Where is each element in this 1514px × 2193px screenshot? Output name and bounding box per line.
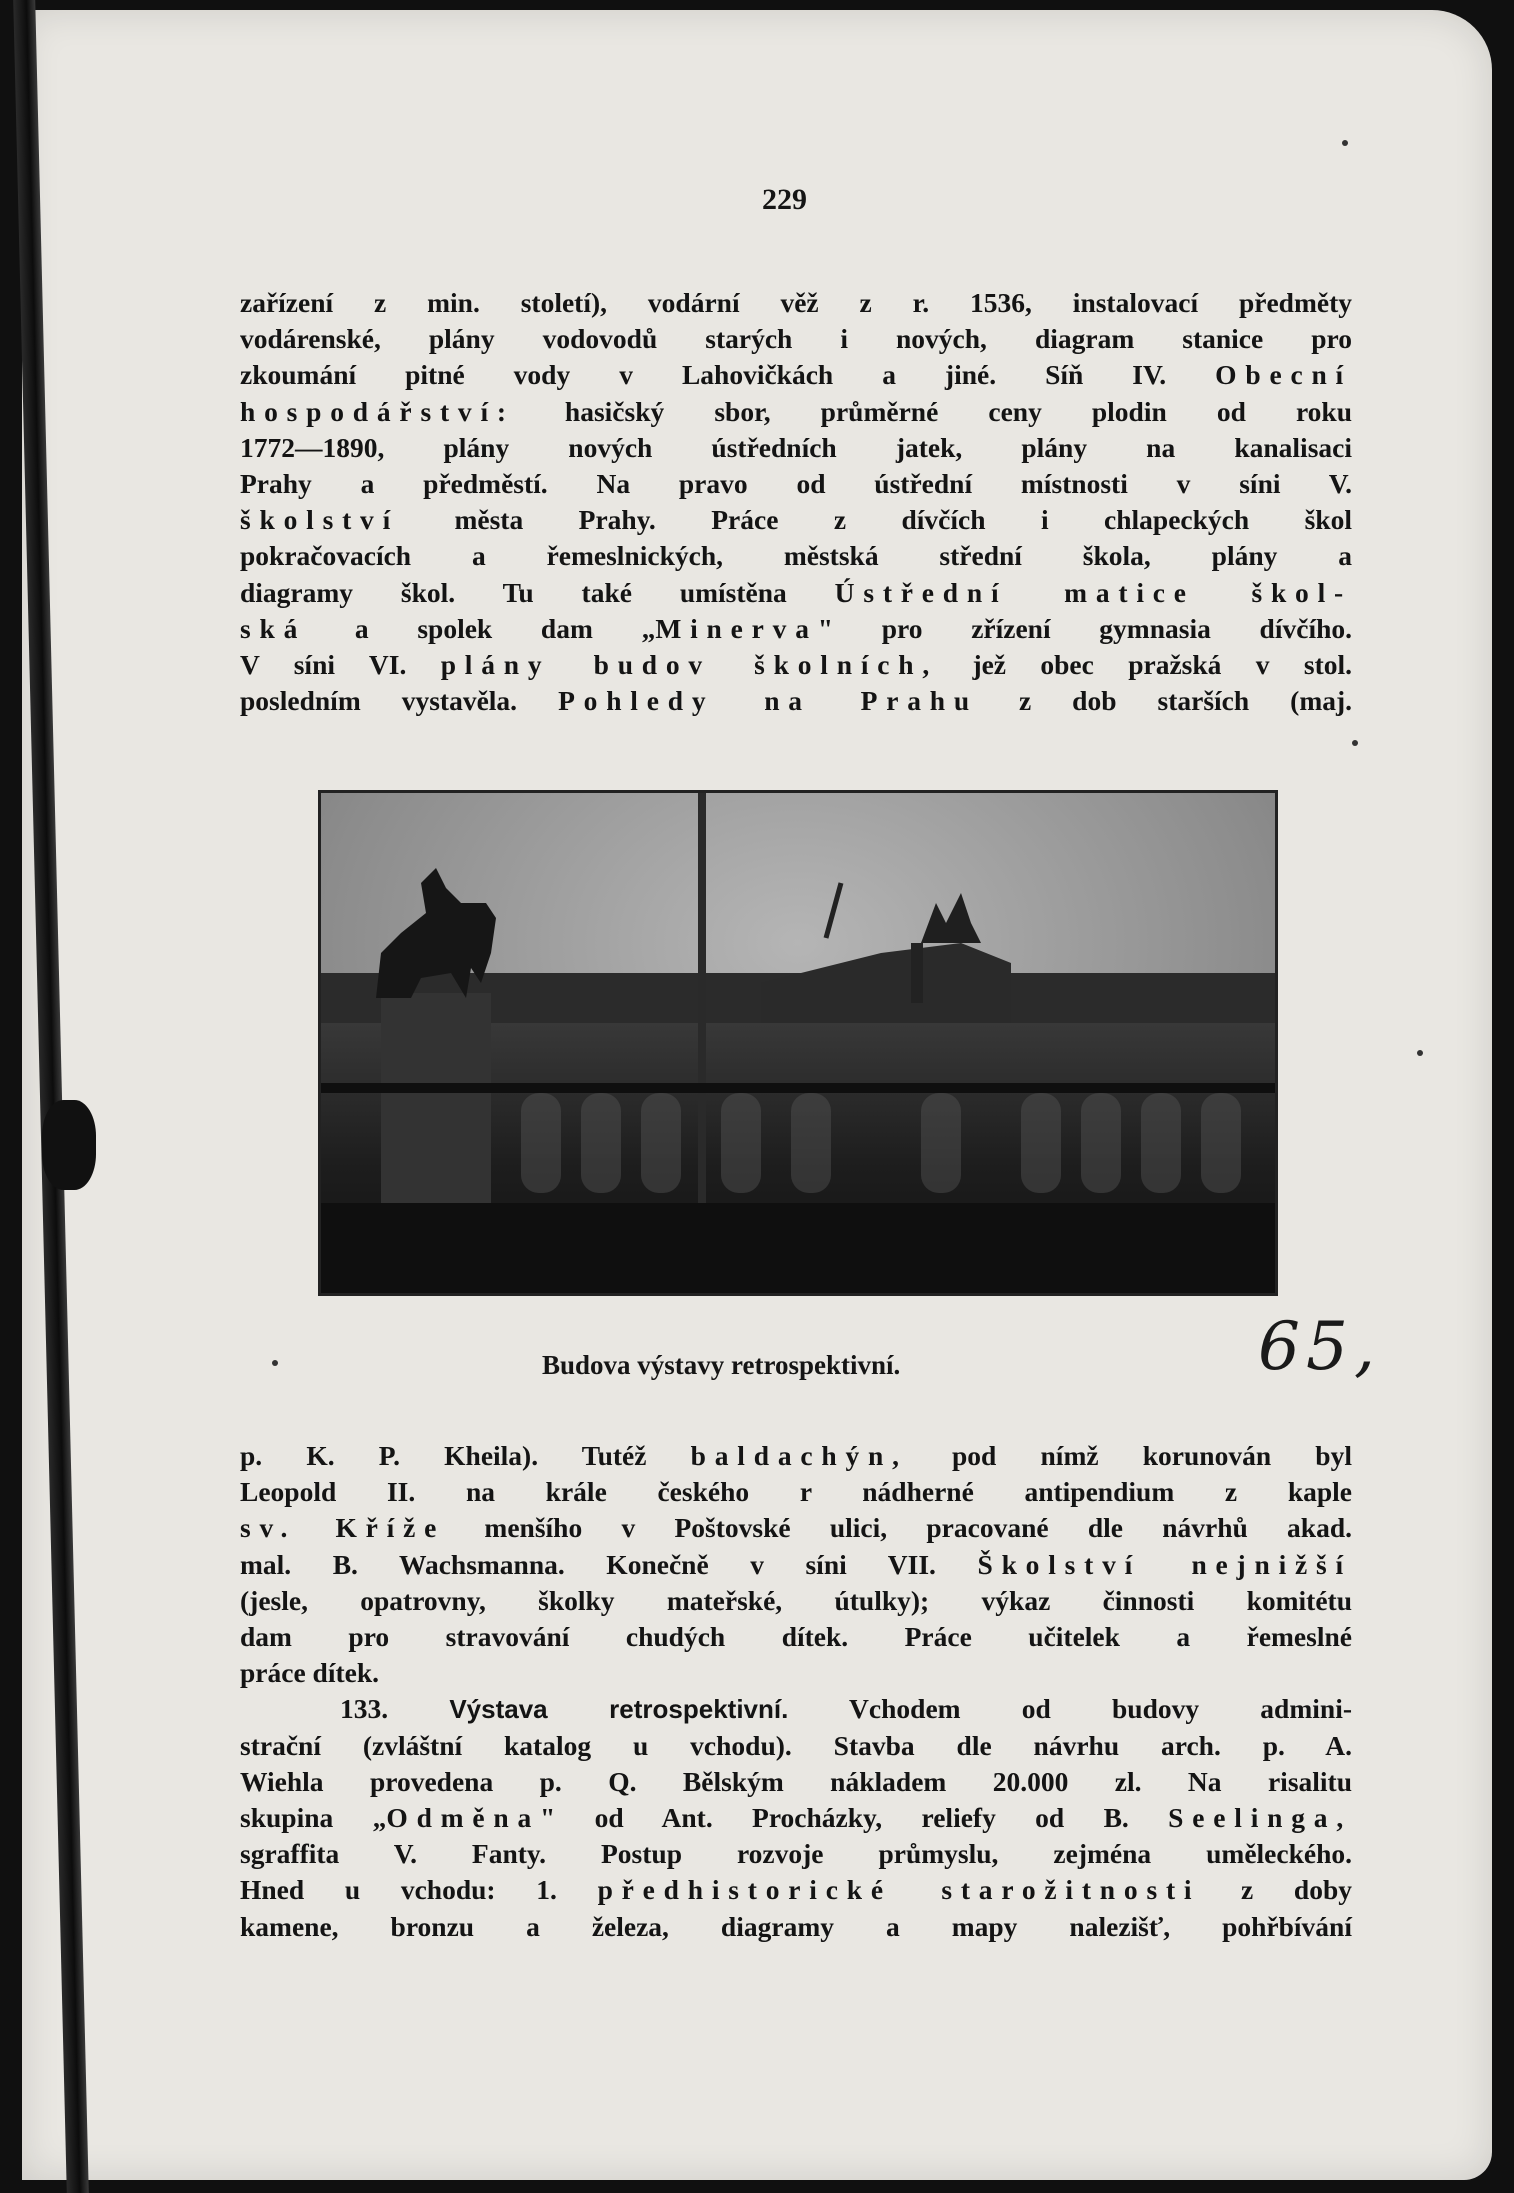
text-line: hospodářství: hasičský sbor, průměrné ceny plodin od roku [240, 395, 1352, 427]
text-line: diagramy škol. Tu také umístěna Ústřední matice škol- [240, 576, 1352, 608]
handwritten-note: 65, [1258, 1308, 1381, 1385]
text-line: vodárenské, plány vodovodů starých i nových, diagram stanice pro [240, 323, 1352, 355]
book-page [22, 10, 1492, 2180]
text-line: strační (zvláštní katalog u vchodu). Stavba dle návrhu arch. p. A. [240, 1729, 1352, 1761]
text-line: V síni VI. plány budov školních, jež obec pražská v stol. [240, 649, 1353, 681]
text-line: dam pro stravování chudých dítek. Práce učitelek a řemeslné [240, 1621, 1352, 1653]
dust-speck [1417, 1050, 1423, 1056]
flag-staff [826, 883, 841, 938]
text-line: 1772—1890, plány nových ústředních jatek, plány na kanalisaci [240, 431, 1352, 463]
top-text-block [240, 285, 1352, 719]
text-line: Hned u vchodu: 1. předhistorické starožitnosti z doby [240, 1874, 1353, 1906]
text-line: p. K. P. Kheila). Tutéž baldachýn, pod nímž korunován byl [240, 1440, 1352, 1471]
text-line: 133. Výstava retrospektivní. Vchodem od budovy admini- [340, 1693, 1352, 1725]
text-line: školství města Prahy. Práce z dívčích i chlapeckých škol [240, 504, 1352, 536]
arch-windows [521, 1093, 1241, 1193]
text-line: ská a spolek dam „Minerva" pro zřízení gymnasia dívčího. [240, 612, 1352, 644]
dust-speck [272, 1360, 278, 1366]
text-line: zařízení z min. století), vodární věž z r. 1536, instalovací předměty [240, 287, 1352, 318]
page-number: 229 [762, 183, 807, 216]
text-line: kamene, bronzu a železa, diagramy a mapy nalezišť, pohřbívání [240, 1910, 1352, 1942]
section-number: 133. [340, 1693, 389, 1725]
dust-speck [1342, 140, 1348, 146]
text-line: zkoumání pitné vody v Lahovičkách a jiné. Síň IV. Obecní [240, 359, 1353, 391]
sculpture-group [921, 893, 981, 943]
text-line: sgraffita V. Fanty. Postup rozvoje průmyslu, zejména uměleckého. [240, 1838, 1352, 1870]
binding-thread [42, 1100, 96, 1190]
photo-caption: Budova výstavy retrospektivní. [542, 1350, 901, 1380]
text-line: Wiehla provedena p. Q. Bělským nákladem 20.000 zl. Na risalitu [240, 1765, 1352, 1797]
text-line: mal. B. Wachsmanna. Konečně v síni VII. Školství nejnižší [240, 1548, 1352, 1580]
text-line: sv. Kříže menšího v Poštovské ulici, pracované dle návrhů akad. [240, 1512, 1353, 1544]
exhibition-photograph [318, 790, 1278, 1296]
text-line: práce dítek. [240, 1657, 380, 1689]
text-line: skupina „Odměna" od Ant. Procházky, reliefy od B. Seelinga, [240, 1802, 1353, 1834]
text-line: Prahy a předměstí. Na pravo od ústřední místnosti v síni V. [240, 468, 1352, 500]
pavilion-tower [911, 943, 923, 1003]
text-line: Leopold II. na krále českého r nádherné antipendium z kaple [240, 1476, 1353, 1508]
bottom-text-block [240, 1438, 1352, 1945]
text-line: pokračovacích a řemeslnických, městská střední škola, plány a [240, 540, 1352, 572]
photo-silhouettes [321, 793, 1275, 1293]
section-heading: Výstava retrospektivní. [449, 1694, 789, 1725]
text-line: (jesle, opatrovny, školky mateřské, útulky); výkaz činnosti komitétu [240, 1584, 1352, 1616]
central-pavilion [761, 943, 1011, 1023]
text-line: posledním vystavěla. Pohledy na Prahu z dob starších (maj. [240, 685, 1353, 717]
dust-speck [1352, 740, 1358, 746]
